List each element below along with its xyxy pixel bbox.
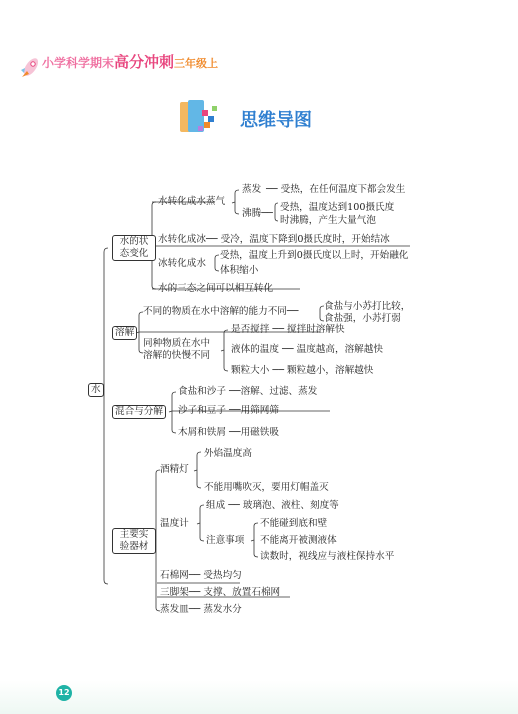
- separate-item-2: 沙子和豆子 ──用筛网筛: [178, 405, 279, 416]
- node-alcohol-lamp: 酒精灯: [160, 464, 189, 475]
- node-separate: 混合与分解: [112, 405, 166, 419]
- page-footer-band: [0, 680, 518, 714]
- node-boiling-label: 沸腾──: [242, 208, 273, 219]
- series-title-part3: 三年级上: [174, 57, 219, 70]
- page-title: 思维导图: [240, 110, 312, 131]
- root-node: 水: [88, 383, 104, 397]
- node-thermometer: 温度计: [160, 518, 189, 529]
- node-thermometer-notes: 注意事项: [206, 535, 245, 546]
- thermometer-note-2: 不能离开被测液体: [260, 535, 337, 546]
- thermometer-note-3: 读数时，视线应与液柱保持水平: [260, 551, 395, 562]
- node-mutual: 水的三态之间可以相互转化: [158, 283, 274, 294]
- node-tripod: 三脚架── 支撑、放置石棉网: [160, 587, 281, 598]
- node-asbestos-net: 石棉网── 受热均匀: [160, 570, 242, 581]
- speed-factor-particle: 颗粒大小 ── 颗粒越小，溶解越快: [231, 365, 374, 376]
- evaporation-desc: 受热，在任何温度下都会发生: [280, 184, 406, 195]
- page-number: 12: [56, 685, 72, 701]
- thermometer-composition: 组成 ── 玻璃泡、液柱、刻度等: [206, 500, 339, 511]
- melt-desc-2: 体积缩小: [220, 265, 259, 276]
- dissolve-diff-result-2: 食盐强，小苏打弱: [324, 313, 401, 324]
- node-dissolve-speed-2: 溶解的快慢不同: [143, 350, 211, 361]
- node-evaporating-dish: 蒸发皿── 蒸发水分: [160, 604, 242, 615]
- node-freeze: 水转化成冰── 受冷，温度下降到0摄氏度时，开始结冰: [158, 234, 390, 245]
- melt-desc-1: 受热，温度上升到0摄氏度以上时，开始融化: [220, 250, 409, 261]
- separate-item-3: 木屑和铁屑 ──用磁铁吸: [178, 427, 279, 438]
- boiling-label: 沸腾: [242, 208, 262, 219]
- boiling-desc-1: 受热，温度达到100摄氏度: [280, 202, 395, 213]
- node-melt: 冰转化成水: [158, 258, 206, 269]
- series-title-part2: 高分冲刺: [114, 53, 175, 71]
- node-evaporate: 水转化成水蒸气: [158, 196, 226, 207]
- series-title-part1: 小学科学期末: [42, 56, 115, 70]
- separate-item-1: 食盐和沙子 ──溶解、过滤、蒸发: [178, 386, 318, 397]
- node-states-label: 水的状态变化: [119, 236, 149, 259]
- dissolve-diff-result-1: 食盐与小苏打比较，: [324, 301, 411, 312]
- speed-factor-temperature: 液体的温度 ── 温度越高，溶解越快: [231, 344, 383, 355]
- speed-factor-stir: 是否搅拌 ── 搅拌时溶解快: [231, 324, 345, 335]
- lamp-fact-2: 不能用嘴吹灭，要用灯帽盖灭: [204, 482, 329, 493]
- node-evaporation-text: ── 受热，在任何温度下都会发生: [266, 184, 406, 195]
- node-dissolve-diff: 不同的物质在水中溶解的能力不同──: [143, 306, 299, 317]
- node-evaporation-label: 蒸发: [242, 184, 262, 195]
- node-dissolve: 溶解: [112, 326, 137, 340]
- node-dissolve-speed-1: 同种物质在水中: [143, 338, 211, 349]
- dissolve-diff-text: 不同的物质在水中溶解的能力不同: [143, 306, 287, 317]
- boiling-desc-2: 时沸腾，产生大量气泡: [280, 215, 376, 226]
- thermometer-note-1: 不能碰到底和壁: [260, 518, 328, 529]
- node-equipment: 主要实验器材: [112, 528, 156, 554]
- node-states: [112, 235, 156, 261]
- lamp-fact-1: 外焰温度高: [204, 448, 252, 459]
